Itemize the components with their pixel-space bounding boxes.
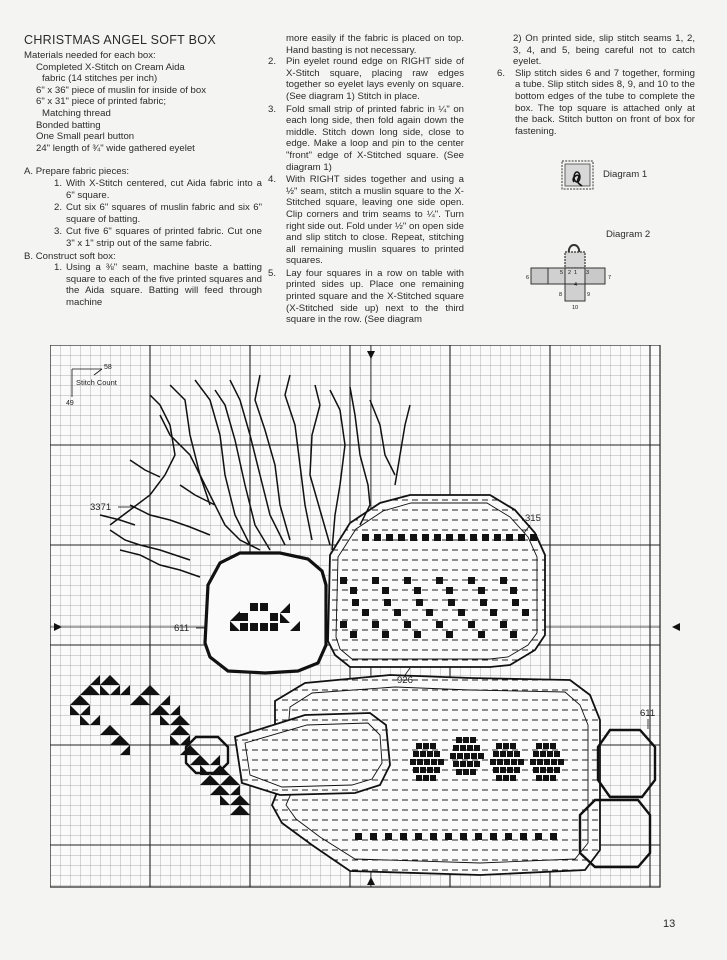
stitch-square [554,751,560,757]
stitch-square [510,587,517,594]
stitch-square [490,833,497,840]
stitch-square [480,599,487,606]
stitch-square [352,599,359,606]
stitch-square [434,751,440,757]
diagram-1-label: Diagram 1 [603,169,648,180]
stitch-square [470,737,476,743]
stitch-square [504,759,510,765]
diagram-2-number: 4 [574,282,578,288]
stitch-square [374,534,381,541]
stitch-square [270,623,278,631]
stitch-square [416,775,422,781]
stitch-square [250,603,258,611]
stitch-square [384,599,391,606]
stitch-square [415,833,422,840]
stitch-square [512,599,519,606]
stitch-square [518,759,524,765]
color-key-315: 315 [525,513,541,524]
stitch-square [510,631,517,638]
diagram-2-number: 1 [574,270,578,276]
stitch-square [536,743,542,749]
diagram-2-label: Diagram 2 [606,229,651,240]
stitch-square [240,613,248,621]
stitch-square [410,759,416,765]
stitch-square [453,761,459,767]
stitch-count-height: 49 [66,400,74,407]
stitch-square [475,833,482,840]
color-key-611: 611 [174,623,190,634]
stitch-square [434,767,440,773]
stitch-square [423,775,429,781]
stitch-square [506,534,513,541]
stitch-square [240,623,248,631]
stitch-square [430,743,436,749]
stitch-square [438,759,444,765]
stitch-square [350,631,357,638]
stitch-square [417,759,423,765]
stitch-square [382,587,389,594]
stitch-square [427,767,433,773]
instructions-column-3 [497,33,695,138]
stitch-square [467,761,473,767]
stitch-square [468,577,475,584]
stitch-square [530,534,537,541]
step-b2: 2. Pin eyelet round edge on RIGHT side of X-Stitch square, placing raw edges together so eyelet lays evenly on square. (See diagram 1) Stitch in place. [268,56,464,102]
stitch-square [424,759,430,765]
stitch-square [404,577,411,584]
stitch-square [430,775,436,781]
stitch-square [416,599,423,606]
stitch-square [355,833,362,840]
stitch-square [448,599,455,606]
section-a [24,166,262,249]
stitch-square [422,534,429,541]
stitch-square [505,833,512,840]
stitch-square [520,833,527,840]
stitch-square [382,631,389,638]
material-item: 24" length of ¾" wide gathered eyelet [36,142,195,154]
ball-shape [205,553,326,673]
stitch-square [554,767,560,773]
stitch-square [394,609,401,616]
stitch-square [510,743,516,749]
stitch-square [400,833,407,840]
stitch-square [467,745,473,751]
section-a-label: A. Prepare fabric pieces: [24,166,130,178]
stitch-square [543,775,549,781]
diagram-2-number: 9 [587,292,591,298]
stitch-square [490,759,496,765]
stitch-square [551,759,557,765]
diagram-2-number: 3 [586,270,590,276]
diagram-2-number: 7 [608,275,612,281]
stitch-square [446,534,453,541]
stitch-square [436,621,443,628]
stitch-square [423,743,429,749]
page-number: 13 [663,918,676,930]
stitch-square [543,743,549,749]
stitch-square [503,743,509,749]
stitch-square [544,759,550,765]
diagram-1-drawing [560,158,596,192]
stitch-square [420,751,426,757]
stitch-square [474,745,480,751]
material-item: Matching thread [42,107,111,119]
stitch-square [450,753,456,759]
stitch-square [535,833,542,840]
stitch-square [398,534,405,541]
stitch-square [250,623,258,631]
material-item: 6" x 31" piece of printed fabric; [36,96,167,108]
stitch-square [456,769,462,775]
step-a1: 1. With X-Stitch centered, cut Aida fabric into a 6" square. [54,177,262,201]
stitch-square [463,737,469,743]
stitch-square [445,833,452,840]
stitch-square [537,759,543,765]
step-b3: 3. Fold small strip of printed fabric in ¼" on each long side, then fold again down the middle. Stitch down long side, close to edge. Make a loop and pin to the center "front" edge of X-Stitched square. (See diagram 1) [268,103,464,173]
stitch-square [260,623,268,631]
stitch-square [540,767,546,773]
stitch-square [507,751,513,757]
stitch-square [482,534,489,541]
stitch-square [413,767,419,773]
material-item: Completed X-Stitch on Cream Aida [36,61,185,73]
stitch-square [497,759,503,765]
stitch-square [420,767,426,773]
stitch-square [522,609,529,616]
step-b5: 5. Lay four squares in a row on table with printed sides up. Place one remaining printed square and the X-Stitched square (X-Stitched side up) next to the third square in the row. (See diagram [268,267,464,326]
materials-heading: Materials needed for each box: [24,50,156,61]
stitch-square [404,621,411,628]
stitch-square [474,761,480,767]
stitch-square [460,833,467,840]
color-key-3371: 3371 [90,502,112,513]
cross-stitch-chart [50,345,690,907]
stitch-square [478,631,485,638]
continued-text: 2) On printed side, slip stitch seams 1, 2, 3, 4, and 5, being careful not to catch eyelet. [513,33,695,68]
stitch-square [370,833,377,840]
stitch-square [414,587,421,594]
stitch-square [507,767,513,773]
stitch-square [463,769,469,775]
stitch-square [260,603,268,611]
stitch-square [493,751,499,757]
step-a2: 2. Cut six 6" squares of muslin fabric and six 6" square of batting. [54,202,262,225]
stitch-square [416,743,422,749]
stitch-square [430,833,437,840]
stitch-square [385,833,392,840]
stitch-square [340,577,347,584]
stitch-square [464,753,470,759]
page-title: CHRISTMAS ANGEL SOFT BOX [24,33,216,47]
stitch-square [470,534,477,541]
stitch-square [493,767,499,773]
stitch-square [372,621,379,628]
stitch-square [460,745,466,751]
diagram-2-number: 6 [526,275,530,281]
center-arrow-right [672,623,680,631]
stitch-square [457,753,463,759]
stitch-square [436,577,443,584]
stitch-square [547,751,553,757]
stitch-square [550,743,556,749]
stitch-square [456,737,462,743]
stitch-square [550,833,557,840]
diagram-2-drawing [520,238,620,314]
diagram-2-number: 2 [568,270,572,276]
stitch-square [496,775,502,781]
stitch-square [434,534,441,541]
stitch-square [414,631,421,638]
color-key-926: 926 [397,675,413,686]
stitch-square [514,751,520,757]
stitch-square [453,745,459,751]
stitch-square [458,609,465,616]
step-b1: 1. Using a ⅜" seam, machine baste a batting square to each of the five printed squares and the Aida square. Batting will feed through machine [54,262,262,308]
stitch-square [410,534,417,541]
stitch-square [496,743,502,749]
stitch-square [540,751,546,757]
stitch-count-label: Stitch Count [76,378,117,387]
stitch-square [490,609,497,616]
continued-text: more easily if the fabric is placed on top. Hand basting is not necessary. [286,33,464,56]
color-key-611-b: 611 [640,708,656,719]
section-b-label: B. Construct soft box: [24,250,116,262]
stitch-square [558,759,564,765]
step-b4: 4. With RIGHT sides together and using a ½" seam, stitch a muslin square to the X-Stitched square, leaving one side open. Clip corners and trim seams to ¼". Turn right side out. Fold under ½" on open side and slip stitch to close. Repeat, stitching all remaining muslin squares to printed squares. [268,174,464,267]
stitch-square [362,609,369,616]
stitch-square [468,621,475,628]
stitch-square [362,534,369,541]
stitch-square [511,759,517,765]
stitch-square [494,534,501,541]
material-item: fabric (14 stitches per inch) [42,73,158,85]
diagram-2-number: 10 [572,305,579,311]
stitch-square [547,767,553,773]
diagram-2-number: 5 [560,270,564,276]
stitch-square [471,753,477,759]
stitch-square [550,775,556,781]
diagram-2-number: 8 [559,292,563,298]
stitch-square [500,751,506,757]
step-b6: 6. Slip stitch sides 6 and 7 together, forming a tube. Slip stitch sides 8, 9, and 10 to the bottom edges of the tube to complete the box. The top square is attached only at the back. Stitch button on front of box for fastening. [497,67,695,137]
stitch-square [431,759,437,765]
stitch-square [427,751,433,757]
stitch-square [478,587,485,594]
material-item: One Small pearl button [36,131,135,143]
instructions-column-2 [268,33,464,327]
stitch-square [530,759,536,765]
stitch-square [372,577,379,584]
stitch-square [270,613,278,621]
stitch-square [426,609,433,616]
step-a3: 3. Cut five 6" squares of printed fabric. Cut one 3" x 1" strip out of the same fabric. [54,226,262,249]
stitch-square [470,769,476,775]
stitch-square [446,587,453,594]
stitch-square [518,534,525,541]
stitch-square [536,775,542,781]
stitch-square [350,587,357,594]
stitch-square [500,577,507,584]
stitch-square [510,775,516,781]
material-item: 6" x 36" piece of muslin for inside of box [36,84,206,96]
stitch-square [500,621,507,628]
stitch-square [533,751,539,757]
instructions-column-1 [24,33,262,309]
material-item: Bonded batting [36,119,101,131]
stitch-square [413,751,419,757]
stitch-square [533,767,539,773]
stitch-square [458,534,465,541]
section-b [24,251,262,309]
stitch-count-width: 58 [104,364,112,371]
stitch-square [446,631,453,638]
stitch-square [500,767,506,773]
stitch-square [503,775,509,781]
stitch-square [460,761,466,767]
stitch-square [478,753,484,759]
stitch-square [514,767,520,773]
stitch-square [340,621,347,628]
stitch-square [386,534,393,541]
